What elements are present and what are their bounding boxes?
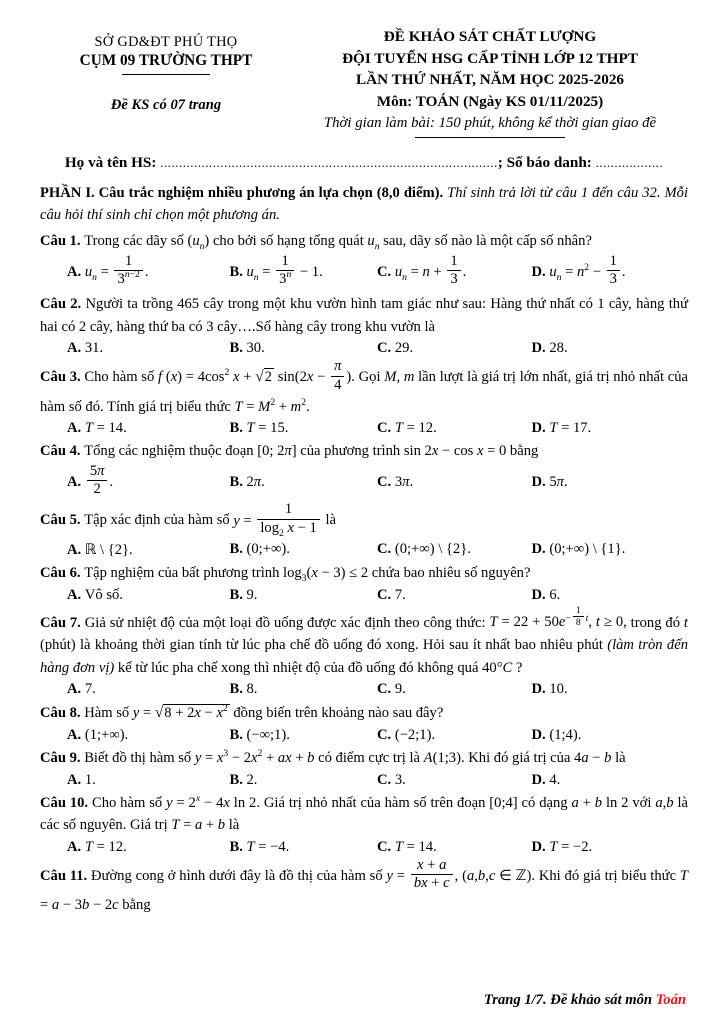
math-expression: [0;4]	[489, 794, 518, 811]
math-expression: T = a + b	[171, 817, 226, 834]
math-expression: 1.	[84, 771, 96, 788]
math-expression: (0;+∞) \ {1}.	[549, 541, 626, 558]
math-expression: 7.	[394, 586, 406, 603]
option-letter: D.	[531, 681, 550, 698]
option-b	[229, 681, 377, 698]
option-letter: D.	[531, 263, 550, 280]
question-number: Câu 6.	[40, 564, 85, 581]
exam-title-line2: ĐỘI TUYỂN HSG CẤP TỈNH LỚP 12 THPT	[342, 49, 638, 67]
question-text-run: Tập nghiệm của bất phương trình	[84, 564, 284, 581]
math-expression: $T = M^2 + m^2$.	[234, 396, 310, 415]
math-expression: T = 14.	[84, 420, 127, 437]
math-expression: $T = 22 + 50e^{- \frac{1}{8} t}$, t ≥ 0,	[489, 604, 627, 631]
option-a	[67, 772, 229, 789]
option-letter: D.	[531, 771, 550, 788]
option-b	[229, 541, 377, 558]
question	[40, 856, 688, 917]
option-letter: D.	[531, 474, 550, 491]
option-letter: A.	[67, 420, 85, 437]
question-body	[40, 747, 688, 770]
math-expression: (−2;1).	[394, 727, 436, 744]
option-letter: C.	[377, 474, 395, 491]
question-text-run: Giả sử nhiệt độ của một loại đồ uống được xác định theo công thức:	[84, 614, 490, 631]
option-b	[229, 839, 377, 856]
math-expression: 29.	[394, 340, 414, 357]
math-expression: 4a − b	[574, 750, 612, 767]
option-c	[377, 340, 532, 357]
question	[40, 562, 688, 604]
math-expression: T = 15.	[246, 420, 289, 437]
math-expression: f $(x) = 4\cos^2$ x + √2 sin(2x − $\frac{\pi}{4}$ ).	[158, 358, 355, 393]
question-number: Câu 11.	[40, 867, 92, 884]
math-expression: 2π.	[246, 474, 265, 491]
option-letter: A.	[67, 727, 85, 744]
question	[40, 747, 688, 789]
pages-note: Đề KS có 07 trang	[110, 97, 222, 113]
question-number: Câu 8.	[40, 705, 85, 722]
question-body	[40, 440, 688, 463]
math-expression: [0; 2π]	[257, 443, 297, 460]
option-c	[377, 681, 532, 698]
option-letter: A.	[67, 838, 85, 855]
math-expression: a + b ln 2	[571, 794, 629, 811]
question	[40, 604, 688, 699]
option-b	[229, 474, 377, 491]
question-text-run: là	[321, 512, 336, 529]
question-text-run: lần lượt là giá trị lớn nhất, giá trị nhỏ nhất của hàm số đó. Tính giá trị biểu thức	[40, 369, 689, 415]
option-letter: D.	[531, 340, 550, 357]
header-right	[292, 26, 688, 138]
option-a	[67, 340, 229, 357]
question-text-run: đồng biến trên khoảng nào sau đây?	[229, 705, 444, 722]
option-letter: A.	[67, 771, 85, 788]
option-letter: C.	[377, 541, 395, 558]
math-expression: $y = 2^x - 4x$ ln 2	[166, 792, 257, 811]
department-name: SỞ GD&ĐT PHÚ THỌ	[94, 34, 238, 50]
option-letter: A.	[67, 681, 85, 698]
option-d	[532, 839, 689, 856]
math-expression: (−∞;1).	[246, 727, 290, 744]
math-expression: $u_n = n$ + $\frac{1}{3}$ .	[394, 252, 467, 287]
math-expression: 6.	[549, 586, 561, 603]
option-letter: B.	[229, 474, 247, 491]
options-row	[40, 465, 688, 500]
math-expression: 3.	[394, 771, 406, 788]
options-row	[40, 681, 688, 698]
question-text-run: Người ta trồng 465 cây trong một khu vườn hình tam giác như sau: Hàng thứ nhất có 1 cây, hàng thứ hai có 2 cây, hàng thứ ba có 3 cây….Số hàng cây trong khu vườn là	[40, 296, 688, 335]
option-letter: C.	[377, 838, 395, 855]
option-d	[532, 681, 689, 698]
student-info-line	[40, 154, 688, 172]
math-expression: $\frac{5\pi}{2}$ .	[85, 474, 113, 490]
math-expression: y = $\frac{x + a}{bx + c}$ , (a,b,c ∈ ℤ)	[386, 856, 532, 892]
option-d	[532, 541, 689, 558]
option-a	[67, 252, 229, 290]
question-number: Câu 4.	[40, 443, 85, 460]
options-row	[40, 727, 688, 744]
math-expression: 40°C ?	[482, 659, 523, 676]
math-expression: sin 2x − cos x = 0	[403, 443, 507, 460]
question	[40, 440, 688, 500]
math-expression: 31.	[84, 340, 104, 357]
question-number: Câu 1.	[40, 233, 85, 250]
math-expression: 28.	[549, 340, 568, 357]
option-letter: D.	[531, 420, 550, 437]
option-letter: B.	[229, 727, 247, 744]
math-expression: T = 14.	[394, 838, 437, 855]
math-expression: 9.	[246, 586, 258, 603]
math-expression: $y = x^3 - 2x^2$ + ax + b	[194, 748, 315, 767]
option-letter: D.	[531, 727, 550, 744]
math-expression: 3π.	[394, 474, 414, 491]
question-text-run: trong đó	[626, 614, 684, 631]
math-expression: (0;+∞).	[246, 541, 290, 558]
question-text-run: chứa bao nhiêu số nguyên?	[368, 564, 531, 581]
question-number: Câu 3.	[40, 369, 85, 386]
question-text-run: là các số nguyên. Giá trị	[40, 794, 688, 834]
math-expression: T = 12.	[84, 838, 127, 855]
options-row	[40, 420, 688, 437]
option-letter: C.	[377, 681, 395, 698]
math-expression: $y = √8 + 2x - x^2$	[132, 703, 228, 722]
question-text-run: Tổng các nghiệm thuộc đoạn	[84, 443, 258, 460]
option-c	[377, 772, 532, 789]
option-b	[229, 420, 377, 437]
math-expression: ℝ \ {2}.	[84, 541, 133, 558]
math-expression: y = $\frac{1}{\log_2 x - 1}$	[233, 513, 321, 529]
math-expression: M, m	[384, 369, 415, 386]
option-letter: B.	[229, 420, 247, 437]
option-letter: D.	[531, 586, 550, 603]
question-number: Câu 10.	[40, 794, 92, 811]
student-id-label: ; Số báo danh:	[497, 154, 596, 172]
footer-subject: Toán	[655, 992, 686, 1008]
question-text-run: Đường cong ở hình dưới đây là đồ thị của hàm số	[91, 867, 387, 884]
math-expression: T = 12.	[394, 420, 437, 437]
math-expression: $u_n = n^2$ − $\frac{1}{3}$ .	[549, 252, 626, 287]
math-expression: 8.	[246, 681, 258, 698]
question-body	[40, 293, 688, 338]
question-text-run: là	[225, 817, 240, 834]
question-text-run: có dạng	[517, 794, 572, 811]
question-text-run: Vô số.	[84, 586, 123, 603]
question	[40, 360, 688, 437]
question-text-run: Biết đồ thị hàm số	[84, 750, 195, 767]
option-d	[532, 727, 689, 744]
option-letter: A.	[67, 474, 85, 491]
section-note: Thí sinh trả lời từ câu 1 đến câu 32. Mỗi câu hỏi thí sinh chỉ chọn một phương án.	[40, 185, 689, 224]
question-text-run: cho bởi số hạng tổng quát	[209, 233, 368, 250]
option-a	[67, 587, 229, 604]
question-text-run: Cho hàm số	[91, 794, 167, 811]
option-d	[532, 587, 689, 604]
option-letter: B.	[229, 771, 247, 788]
option-letter: C.	[377, 771, 395, 788]
option-d	[532, 420, 689, 437]
option-a	[67, 839, 229, 856]
option-letter: D.	[531, 838, 550, 855]
question-body	[40, 792, 688, 837]
question-text-run: Gọi	[354, 369, 385, 386]
options-row	[40, 541, 688, 559]
question-text-run: Tập xác định của hàm số	[84, 512, 234, 529]
option-b	[229, 772, 377, 789]
question-number: Câu 7.	[40, 614, 85, 631]
question-text-run: Hàm số	[84, 705, 133, 722]
option-a	[67, 681, 229, 698]
option-d	[531, 252, 689, 290]
exam-duration-line: Thời gian làm bài: 150 phút, không kể thời gian giao đề	[323, 115, 657, 132]
options-row	[40, 772, 688, 789]
radical-sign: √	[255, 368, 264, 386]
option-d	[532, 474, 689, 491]
question-text-run: có điểm cực trị là	[314, 750, 424, 767]
option-c	[377, 420, 532, 437]
footer-page-text: Trang 1/7. Đề khảo sát môn	[483, 992, 656, 1008]
exam-subject-line: Môn: TOÁN (Ngày KS 01/11/2025)	[376, 92, 604, 110]
school-cluster: CỤM 09 TRƯỜNG THPT	[79, 52, 253, 69]
math-expression: $\log_3(x - 3) \le 2$	[283, 564, 369, 584]
question-text-run: . Giá trị nhỏ nhất của hàm số trên đoạn	[256, 794, 490, 811]
option-letter: B.	[229, 586, 247, 603]
option-letter: C.	[377, 586, 395, 603]
math-expression: 30.	[246, 340, 265, 357]
option-letter: C.	[377, 263, 395, 280]
option-letter: C.	[377, 727, 395, 744]
option-b	[229, 727, 377, 744]
option-letter: B.	[229, 681, 247, 698]
question-text-run: bằng	[506, 443, 539, 460]
questions-list	[40, 230, 688, 917]
option-letter: B.	[229, 263, 247, 280]
math-expression: T = a − 3b − 2c	[40, 867, 688, 914]
question-text-run: . Khi đó giá trị của	[460, 750, 575, 767]
options-row	[40, 587, 688, 604]
option-letter: A.	[67, 586, 85, 603]
question-body	[40, 360, 688, 418]
question	[40, 701, 688, 744]
question-text-run: Trong các dãy số	[84, 233, 188, 250]
option-c	[377, 541, 532, 558]
question-text-run: sau, dãy số nào là một cấp số nhân?	[379, 233, 592, 250]
options-row	[40, 252, 688, 290]
option-a	[67, 727, 229, 744]
question-text-run: với	[628, 794, 656, 811]
header-left-rule	[122, 74, 210, 75]
question-body	[40, 562, 688, 585]
math-expression: 10.	[549, 681, 568, 698]
math-expression: T = 17.	[549, 420, 592, 437]
math-expression: T = −4.	[246, 838, 290, 855]
math-expression: $u_n$	[367, 233, 380, 252]
options-row	[40, 839, 688, 856]
option-c	[377, 252, 532, 290]
option-d	[532, 772, 689, 789]
option-c	[377, 839, 532, 856]
question-number: Câu 9.	[40, 750, 85, 767]
math-expression: 9.	[394, 681, 406, 698]
header-left	[40, 26, 292, 138]
math-expression: (1;4).	[549, 727, 582, 744]
option-d	[532, 340, 689, 357]
option-letter: B.	[229, 340, 247, 357]
math-expression: $(u_n)$	[187, 233, 210, 252]
question	[40, 293, 688, 357]
student-name-blank: ..........................................................................................	[160, 155, 498, 171]
option-letter: D.	[531, 541, 550, 558]
question-number: Câu 2.	[40, 296, 86, 313]
question-body	[40, 230, 688, 253]
math-expression: 5π.	[549, 474, 568, 491]
question	[40, 230, 688, 290]
radical-sign: √	[154, 704, 164, 722]
section-heading	[40, 183, 688, 227]
question-body	[40, 604, 688, 680]
option-letter: C.	[377, 420, 395, 437]
option-c	[377, 474, 532, 491]
question-body	[40, 503, 688, 538]
option-letter: C.	[377, 340, 395, 357]
exam-title-line3: LẦN THỨ NHẤT, NĂM HỌC 2025-2026	[355, 71, 625, 89]
option-c	[377, 587, 532, 604]
question	[40, 503, 688, 558]
question-text-run: kể từ lúc pha chế xong thì nhiệt độ của đồ uống đó không quá	[114, 659, 483, 676]
option-letter: B.	[229, 541, 247, 558]
question-text-run: Cho hàm số	[84, 369, 159, 386]
options-row	[40, 340, 688, 357]
question-text-run: bằng	[118, 897, 151, 914]
header-right-rule	[415, 137, 565, 138]
math-expression: 2.	[246, 771, 258, 788]
question-text-run: của phương trình	[296, 443, 404, 460]
option-a	[67, 420, 229, 437]
question-text-run: . Khi đó giá trị biểu thức	[531, 867, 680, 884]
math-expression: t	[683, 614, 688, 631]
option-letter: A.	[67, 541, 85, 558]
option-letter: A.	[67, 263, 85, 280]
question-text-run: là	[611, 750, 626, 767]
exam-header	[40, 26, 688, 138]
exam-title-line1: ĐỀ KHẢO SÁT CHẤT LƯỢNG	[383, 28, 597, 45]
option-b	[229, 340, 377, 357]
math-expression: a,b	[655, 794, 674, 811]
option-b	[229, 587, 377, 604]
option-a	[67, 541, 229, 559]
question-body	[40, 856, 688, 917]
question-number: Câu 5.	[40, 512, 85, 529]
student-name-label: Họ và tên HS:	[64, 154, 161, 172]
math-expression: 7.	[84, 681, 96, 698]
math-expression: (0;+∞) \ {2}.	[394, 541, 471, 558]
math-expression: (1;+∞).	[84, 727, 129, 744]
page-footer	[484, 992, 686, 1009]
question-body	[40, 701, 688, 725]
question	[40, 792, 688, 856]
math-expression: $u_n$ = $\frac{1}{3^n}$ − 1.	[246, 252, 323, 287]
math-expression: T = −2.	[549, 838, 593, 855]
option-a	[67, 465, 229, 500]
student-id-blank: ..................	[595, 155, 664, 171]
question-text-run: (phút) là khoảng thời gian tính từ lúc pha chế đồ uống đó xong. Hỏi sau ít nhất bao nhiêu phút	[40, 637, 608, 654]
math-expression: A(1;3)	[423, 750, 461, 767]
math-expression: 4.	[549, 771, 561, 788]
italic-note: (làm tròn đến hàng đơn vị)	[40, 637, 688, 676]
section-title: PHẦN I. Câu trắc nghiệm nhiều phương án lựa chọn (8,0 điểm).	[40, 185, 448, 202]
option-letter: B.	[229, 838, 247, 855]
option-b	[229, 252, 377, 290]
option-c	[377, 727, 532, 744]
math-expression: $u_n$ = $\frac{1}{3^{n-2}}$ .	[84, 252, 149, 287]
option-letter: A.	[67, 340, 85, 357]
